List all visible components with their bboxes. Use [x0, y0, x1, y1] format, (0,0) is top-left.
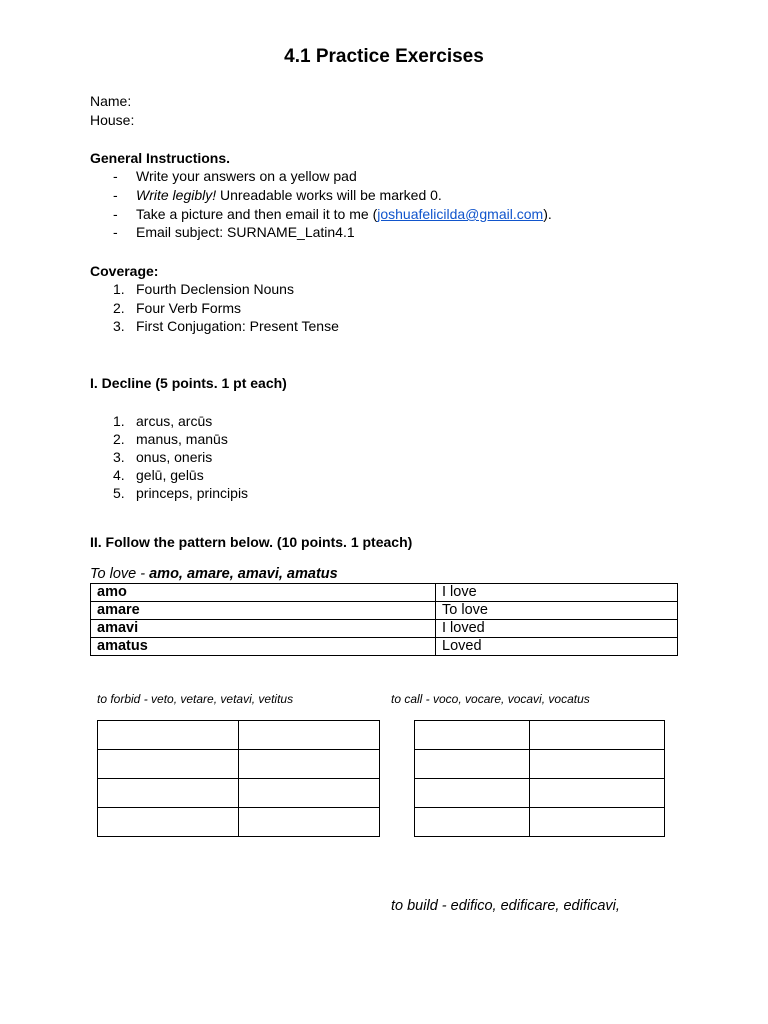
instruction-text: Write your answers on a yellow pad — [136, 168, 357, 184]
instruction-text: Unreadable works will be marked 0. — [216, 187, 442, 203]
instruction-text: Email subject: SURNAME_Latin4.1 — [136, 224, 355, 240]
decline-text: gelū, gelūs — [136, 467, 204, 483]
forbid-answer-table — [97, 720, 380, 837]
section2-heading: II. Follow the pattern below. (10 points. 1 pteach) — [90, 534, 413, 550]
table-row — [91, 638, 678, 656]
decline-item — [0, 466, 768, 484]
list-number: 2. — [113, 300, 125, 316]
decline-item — [0, 448, 768, 466]
decline-item — [0, 484, 768, 502]
coverage-item — [0, 317, 768, 335]
table-row — [98, 721, 380, 750]
list-number: 1. — [113, 413, 125, 429]
exercise-forbid-caption: to forbid - veto, vetare, vetavi, vetitus — [97, 692, 294, 706]
answer-cell[interactable] — [415, 779, 530, 808]
bullet-dash: - — [113, 187, 118, 203]
answer-cell[interactable] — [98, 808, 239, 837]
pattern-table — [90, 583, 678, 656]
list-number: 5. — [113, 485, 125, 501]
table-row — [98, 779, 380, 808]
english-cell: I loved — [436, 620, 678, 638]
exercise-call-caption: to call - voco, vocare, vocavi, vocatus — [391, 692, 590, 706]
page-title: 4.1 Practice Exercises — [284, 46, 484, 67]
answer-cell[interactable] — [239, 808, 380, 837]
instruction-text-suffix: ). — [543, 206, 552, 222]
decline-text: manus, manūs — [136, 431, 228, 447]
house-label: House: — [90, 112, 135, 128]
decline-text: arcus, arcūs — [136, 413, 213, 429]
latin-cell: amavi — [91, 620, 436, 638]
pattern-label-bold: amo, amare, amavi, amatus — [149, 566, 338, 582]
answer-cell[interactable] — [98, 750, 239, 779]
bullet-dash: - — [113, 206, 118, 222]
list-number: 3. — [113, 449, 125, 465]
table-row — [415, 721, 665, 750]
instruction-item — [0, 167, 768, 185]
exercise-build-caption: to build - edifico, edificare, edificavi, — [391, 898, 620, 914]
coverage-text: Fourth Declension Nouns — [136, 281, 294, 297]
coverage-text: Four Verb Forms — [136, 300, 242, 316]
decline-item — [0, 412, 768, 430]
decline-item — [0, 430, 768, 448]
answer-cell[interactable] — [415, 808, 530, 837]
list-number: 4. — [113, 467, 125, 483]
decline-text: princeps, principis — [136, 485, 249, 501]
answer-cell[interactable] — [239, 750, 380, 779]
bullet-dash: - — [113, 224, 118, 240]
instruction-item — [0, 223, 768, 241]
answer-cell[interactable] — [98, 721, 239, 750]
instructions-heading: General Instructions. — [90, 150, 231, 166]
table-row — [91, 620, 678, 638]
answer-cell[interactable] — [239, 779, 380, 808]
instruction-item — [0, 205, 768, 223]
decline-text: onus, oneris — [136, 449, 213, 465]
table-row — [415, 750, 665, 779]
instruction-text: Take a picture and then email it to me ( — [136, 206, 378, 222]
english-cell: I love — [436, 584, 678, 602]
pattern-label-italic: To love - — [90, 566, 150, 582]
instruction-emphasis: Write legibly! — [136, 187, 217, 203]
answer-cell[interactable] — [239, 721, 380, 750]
table-row — [98, 750, 380, 779]
answer-cell[interactable] — [530, 750, 665, 779]
table-row — [415, 779, 665, 808]
name-label: Name: — [90, 93, 132, 109]
instruction-item — [0, 186, 768, 204]
coverage-item — [0, 299, 768, 317]
email-link[interactable]: joshuafelicilda@gmail.com — [377, 206, 544, 222]
latin-cell: amare — [91, 602, 436, 620]
coverage-text: First Conjugation: Present Tense — [136, 318, 339, 334]
section1-heading: I. Decline (5 points. 1 pt each) — [90, 375, 287, 391]
latin-cell: amatus — [91, 638, 436, 656]
list-number: 3. — [113, 318, 125, 334]
answer-cell[interactable] — [530, 721, 665, 750]
english-cell: Loved — [436, 638, 678, 656]
table-row — [98, 808, 380, 837]
list-number: 2. — [113, 431, 125, 447]
latin-cell: amo — [91, 584, 436, 602]
table-row — [415, 808, 665, 837]
english-cell: To love — [436, 602, 678, 620]
coverage-item — [0, 280, 768, 298]
coverage-heading: Coverage: — [90, 263, 159, 279]
call-answer-table — [414, 720, 665, 837]
table-row — [91, 584, 678, 602]
table-row — [91, 602, 678, 620]
answer-cell[interactable] — [530, 808, 665, 837]
pattern-label — [90, 565, 338, 583]
bullet-dash: - — [113, 168, 118, 184]
list-number: 1. — [113, 281, 125, 297]
answer-cell[interactable] — [530, 779, 665, 808]
answer-cell[interactable] — [415, 721, 530, 750]
answer-cell[interactable] — [415, 750, 530, 779]
answer-cell[interactable] — [98, 779, 239, 808]
